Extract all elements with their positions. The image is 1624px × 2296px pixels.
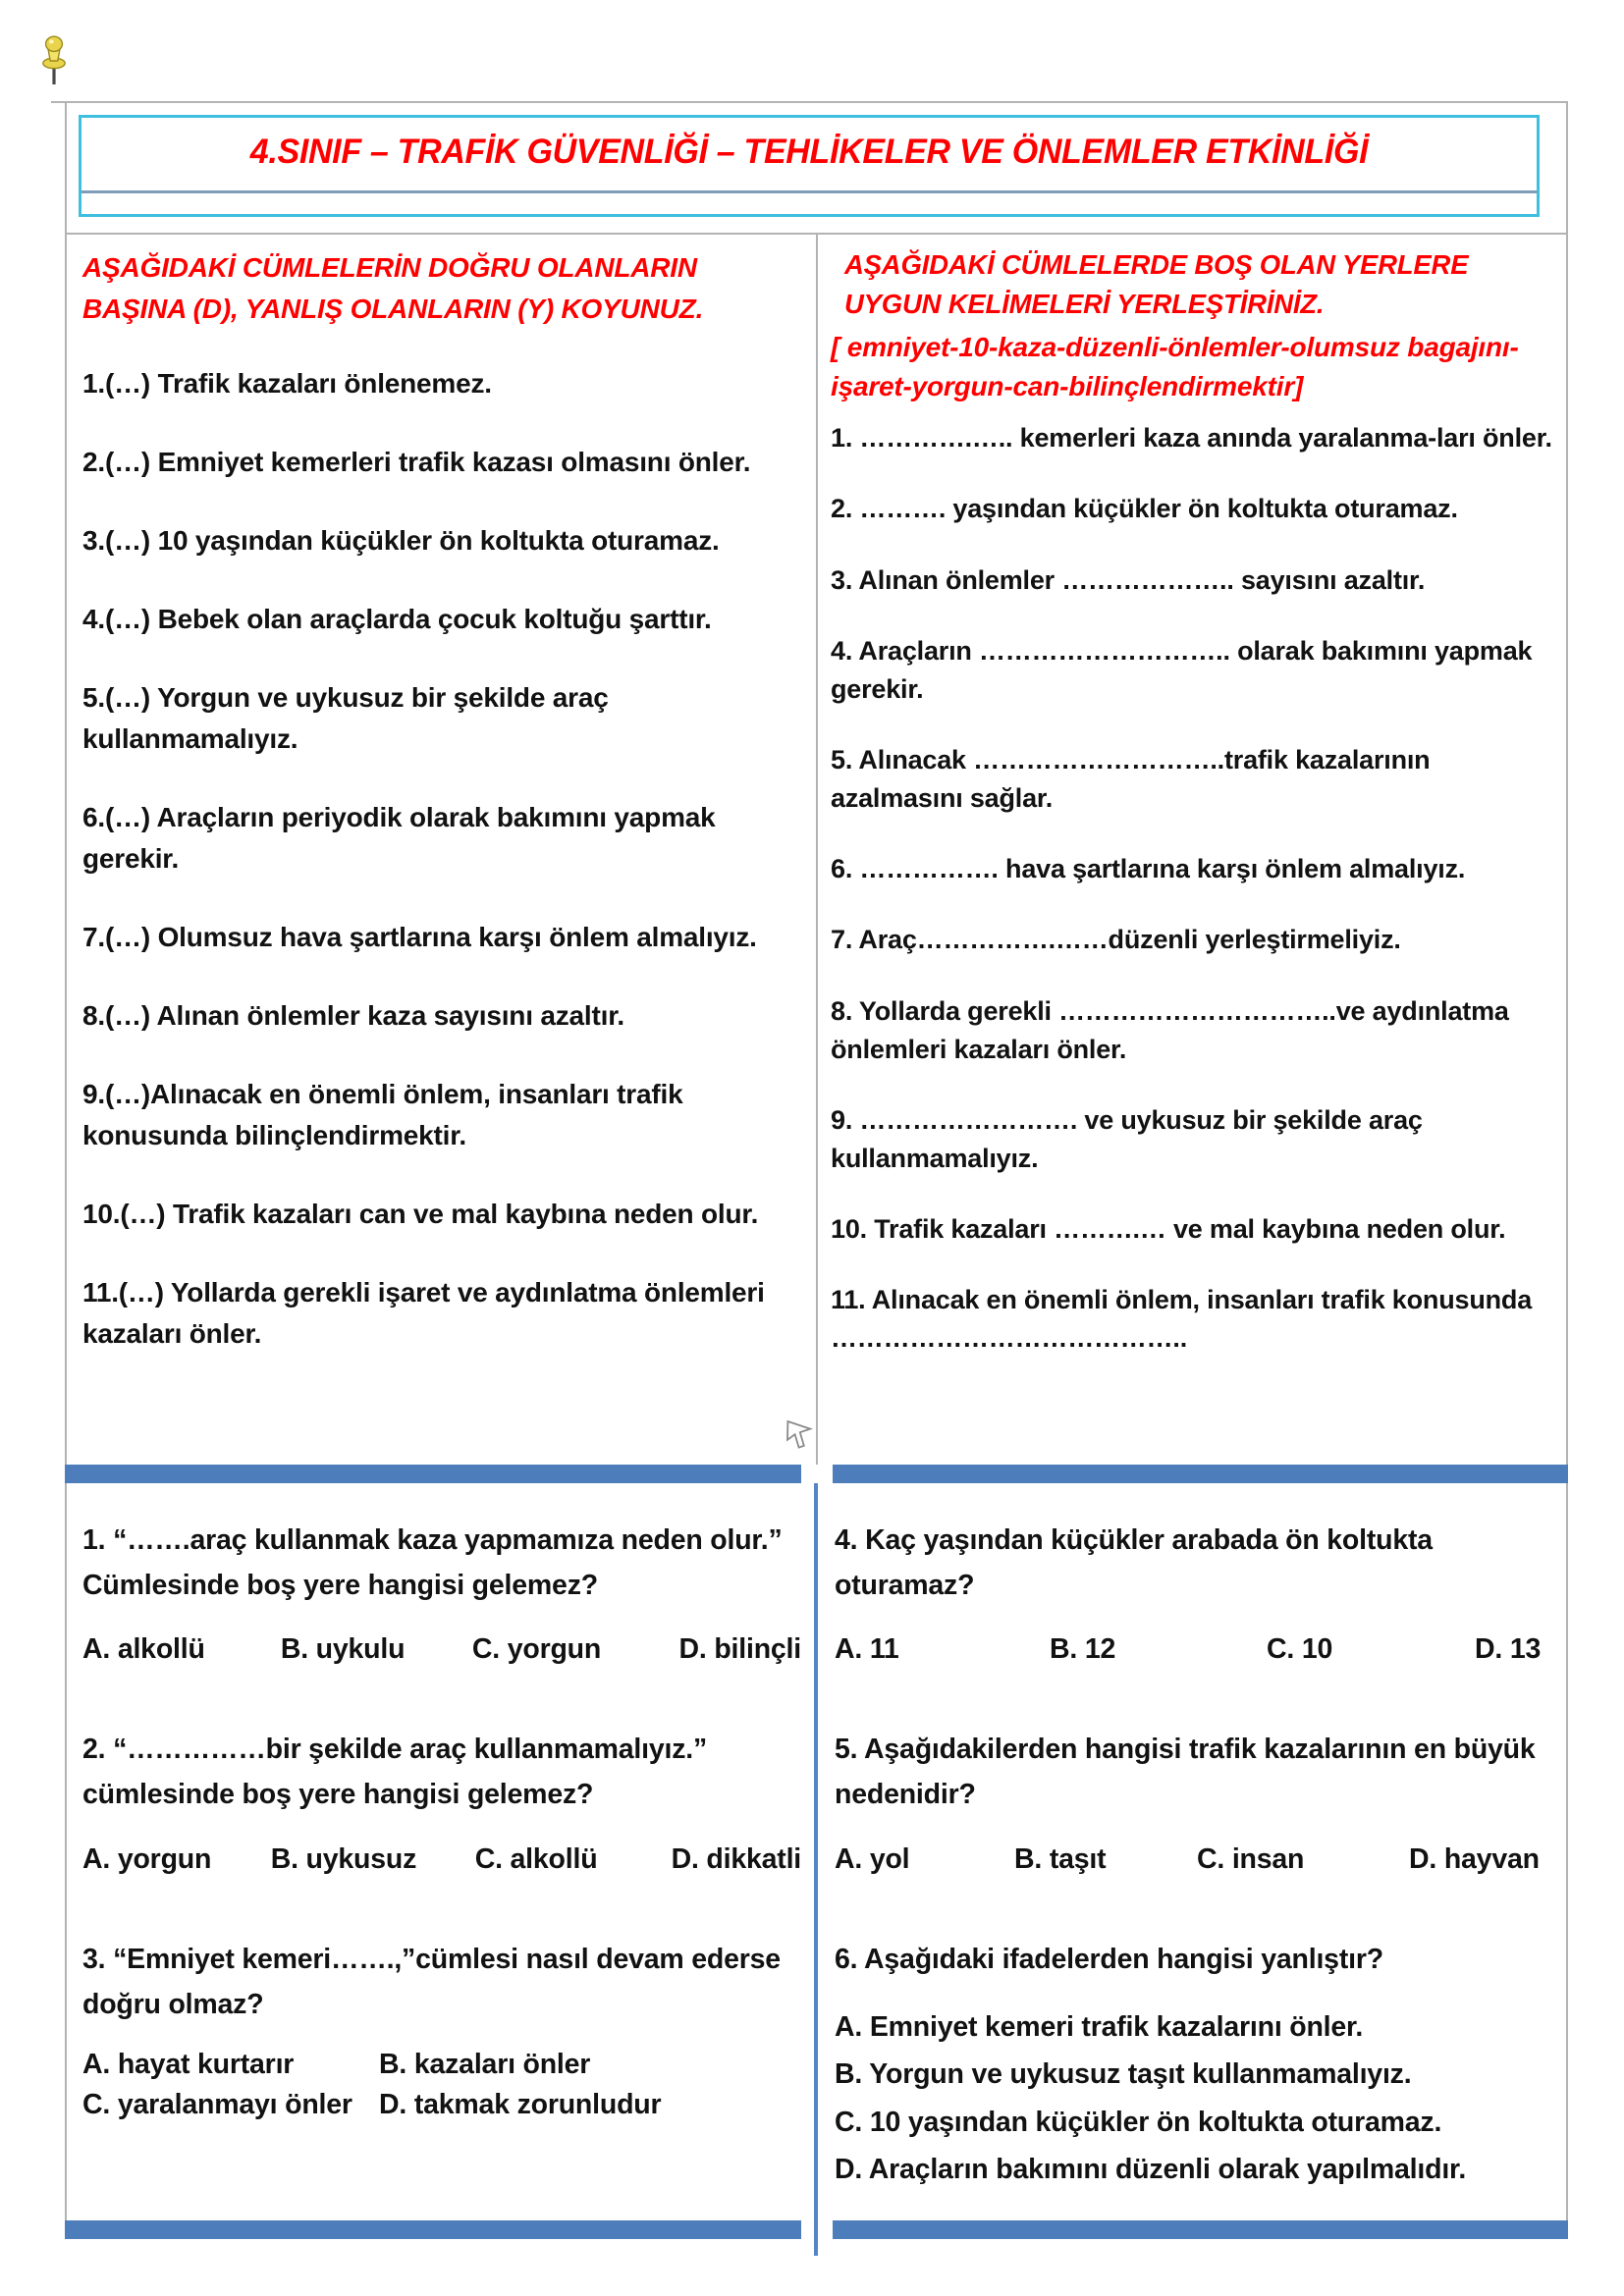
option-d: D. 13 (1475, 1633, 1542, 1666)
quiz-question-3 (82, 1937, 801, 2121)
page-frame-right (1566, 102, 1568, 2220)
column-divider (816, 234, 818, 1465)
question-text: 3. “Emniyet kemeri…….,”cümlesi nasıl devam ederse doğru olmaz? (82, 1943, 781, 2020)
fib-item-8: 8. Yollarda gerekli …………………………..ve aydınlatma önlemleri kazaları önler. (831, 995, 1509, 1064)
quiz-question-2 (82, 1727, 801, 1875)
fill-blanks-section (831, 245, 1559, 1391)
question-text: 1. “…….araç kullanmak kaza yapmamıza neden olur.” Cümlesinde boş yere hangisi gelemez? (82, 1524, 783, 1602)
option-a: A. 11 (835, 1633, 899, 1666)
title-underline (81, 190, 1537, 193)
options-row (835, 1633, 1559, 1666)
option-a: A. yol (835, 1842, 910, 1875)
fib-item-9: 9. ……………………. ve uykusuz bir şekilde araç kullanmamalıyız. (831, 1104, 1423, 1173)
question-text: 6. Aşağıdaki ifadelerden hangisi yanlıştır? (835, 1943, 1383, 1975)
tf-item-7: 7.(…) Olumsuz hava şartlarına karşı önlem almalıyız. (82, 922, 757, 952)
options-row (82, 1843, 801, 1876)
fib-item-3: 3. Alınan önlemler ……………….. sayısını azaltır. (831, 564, 1426, 595)
option-c: C. yorgun (471, 1633, 602, 1666)
option-c: C. yaralanmayı önler (82, 2088, 352, 2120)
tf-item-8: 8.(…) Alınan önlemler kaza sayısını azaltır. (82, 1000, 624, 1031)
options-row (82, 2049, 801, 2081)
options-row (835, 1843, 1559, 1876)
option-d: D. bilinçli (678, 1633, 801, 1666)
fib-item-10: 10. Trafik kazaları ……….… ve mal kaybına neden olur. (831, 1214, 1506, 1245)
fib-item-1: 1. ………….….. kemerleri kaza anında yaralanma-ları önler. (831, 423, 1552, 454)
question-text: 5. Aşağıdakilerden hangisi trafik kazalarının en büyük nedenidir? (835, 1734, 1536, 1811)
option-b: B. 12 (1050, 1633, 1116, 1666)
fib-item-7: 7. Araç…………….……düzenli yerleştirmeliyiz. (831, 925, 1401, 955)
cursor-arrow-icon (785, 1419, 815, 1455)
tf-item-11: 11.(…) Yollarda gerekli işaret ve aydınlatma önlemleri kazaları önler. (82, 1277, 765, 1349)
option-b: B. taşıt (1014, 1842, 1107, 1875)
separator-bar-top-right (833, 1465, 1568, 1483)
option-d: D. Araçların bakımını düzenli olarak yapılmalıdır. (835, 2154, 1467, 2186)
tf-item-10: 10.(…) Trafik kazaları can ve mal kaybına neden olur. (82, 1199, 759, 1229)
page-frame-left (65, 102, 67, 2220)
tf-item-9: 9.(…)Alınacak en önemli önlem, insanları trafik konusunda bilinçlendirmektir. (82, 1079, 683, 1150)
tf-item-2: 2.(…) Emniyet kemerleri trafik kazası olmasını önler. (82, 447, 751, 477)
true-false-header: AŞAĞIDAKİ CÜMLELERİN DOĞRU OLANLARIN BAŞINA (D), YANLIŞ OLANLARIN (Y) KOYUNUZ. (82, 252, 704, 324)
option-d: D. takmak zorunludur (379, 2088, 662, 2120)
question-text: 4. Kaç yaşından küçükler arabada ön koltukta oturamaz? (835, 1524, 1433, 1602)
page-title: 4.SINIF – TRAFİK GÜVENLİĞİ – TEHLİKELER VE ÖNLEMLER ETKİNLİĞİ (249, 133, 1369, 171)
true-false-section (82, 247, 801, 1392)
options-row (82, 1633, 801, 1666)
option-d: D. dikkatli (671, 1842, 802, 1875)
options-row (82, 2089, 801, 2121)
option-d: D. hayvan (1409, 1842, 1540, 1875)
option-c: C. 10 (1267, 1633, 1333, 1666)
option-c: C. alkollü (474, 1842, 598, 1875)
quiz-question-1 (82, 1518, 801, 1666)
fill-blanks-header: AŞAĞIDAKİ CÜMLELERDE BOŞ OLAN YERLERE UYGUN KELİMELERİ YERLEŞTİRİNİZ. (844, 249, 1469, 319)
title-banner (79, 115, 1540, 217)
tf-item-6: 6.(…) Araçların periyodik olarak bakımını yapmak gerekir. (82, 802, 716, 874)
option-b: B. uykulu (280, 1633, 406, 1666)
fib-item-5: 5. Alınacak ………………………..trafik kazalarının azalmasını sağlar. (831, 744, 1431, 814)
quiz-column-divider (814, 1483, 818, 2256)
option-a: A. yorgun (82, 1842, 212, 1875)
option-c: C. insan (1197, 1842, 1305, 1875)
tf-item-5: 5.(…) Yorgun ve uykusuz bir şekilde araç kullanmamalıyız. (82, 682, 609, 754)
question-text: 2. “……………bir şekilde araç kullanmamalıyız.” cümlesinde boş yere hangisi gelemez? (82, 1734, 708, 1811)
fib-item-11: 11. Alınacak en önemli önlem, insanları trafik konusunda ………………………………….. (831, 1285, 1533, 1354)
separator-bar-top-left (65, 1465, 801, 1483)
quiz-right-column (835, 1518, 1559, 2194)
option-b: B. uykusuz (270, 1842, 417, 1875)
option-a: A. Emniyet kemeri trafik kazalarını önler. (835, 2010, 1364, 2043)
separator-bar-bottom-left (65, 2220, 801, 2239)
option-a: A. hayat kurtarır (82, 2048, 295, 2080)
fib-item-6: 6. ……………. hava şartlarına karşı önlem almalıyız. (831, 854, 1466, 884)
pushpin-icon (37, 33, 71, 86)
option-c: C. 10 yaşından küçükler ön koltukta oturamaz. (835, 2106, 1442, 2138)
fib-item-4: 4. Araçların ……………………….. olarak bakımını yapmak gerekir. (831, 635, 1533, 704)
tf-item-1: 1.(…) Trafik kazaları önlenemez. (82, 368, 492, 399)
tf-item-3: 3.(…) 10 yaşından küçükler ön koltukta oturamaz. (82, 525, 720, 556)
option-b: B. kazaları önler (379, 2048, 591, 2080)
word-bank: [ emniyet-10-kaza-düzenli-önlemler-olumsuz bagajını-işaret-yorgun-can-bilinçlendirmektir] (831, 331, 1519, 401)
quiz-left-column (82, 1518, 801, 2121)
quiz-question-4 (835, 1518, 1559, 1666)
tf-item-4: 4.(…) Bebek olan araçlarda çocuk koltuğu şarttır. (82, 604, 712, 634)
fib-item-2: 2. ………. yaşından küçükler ön koltukta oturamaz. (831, 494, 1458, 524)
quiz-question-5 (835, 1727, 1559, 1875)
page-frame-top (51, 101, 1568, 103)
quiz-question-6 (835, 1937, 1559, 2194)
option-b: B. Yorgun ve uykusuz taşıt kullanmamalıyız. (835, 2058, 1412, 2091)
separator-bar-bottom-right (833, 2220, 1568, 2239)
option-a: A. alkollü (82, 1633, 205, 1666)
